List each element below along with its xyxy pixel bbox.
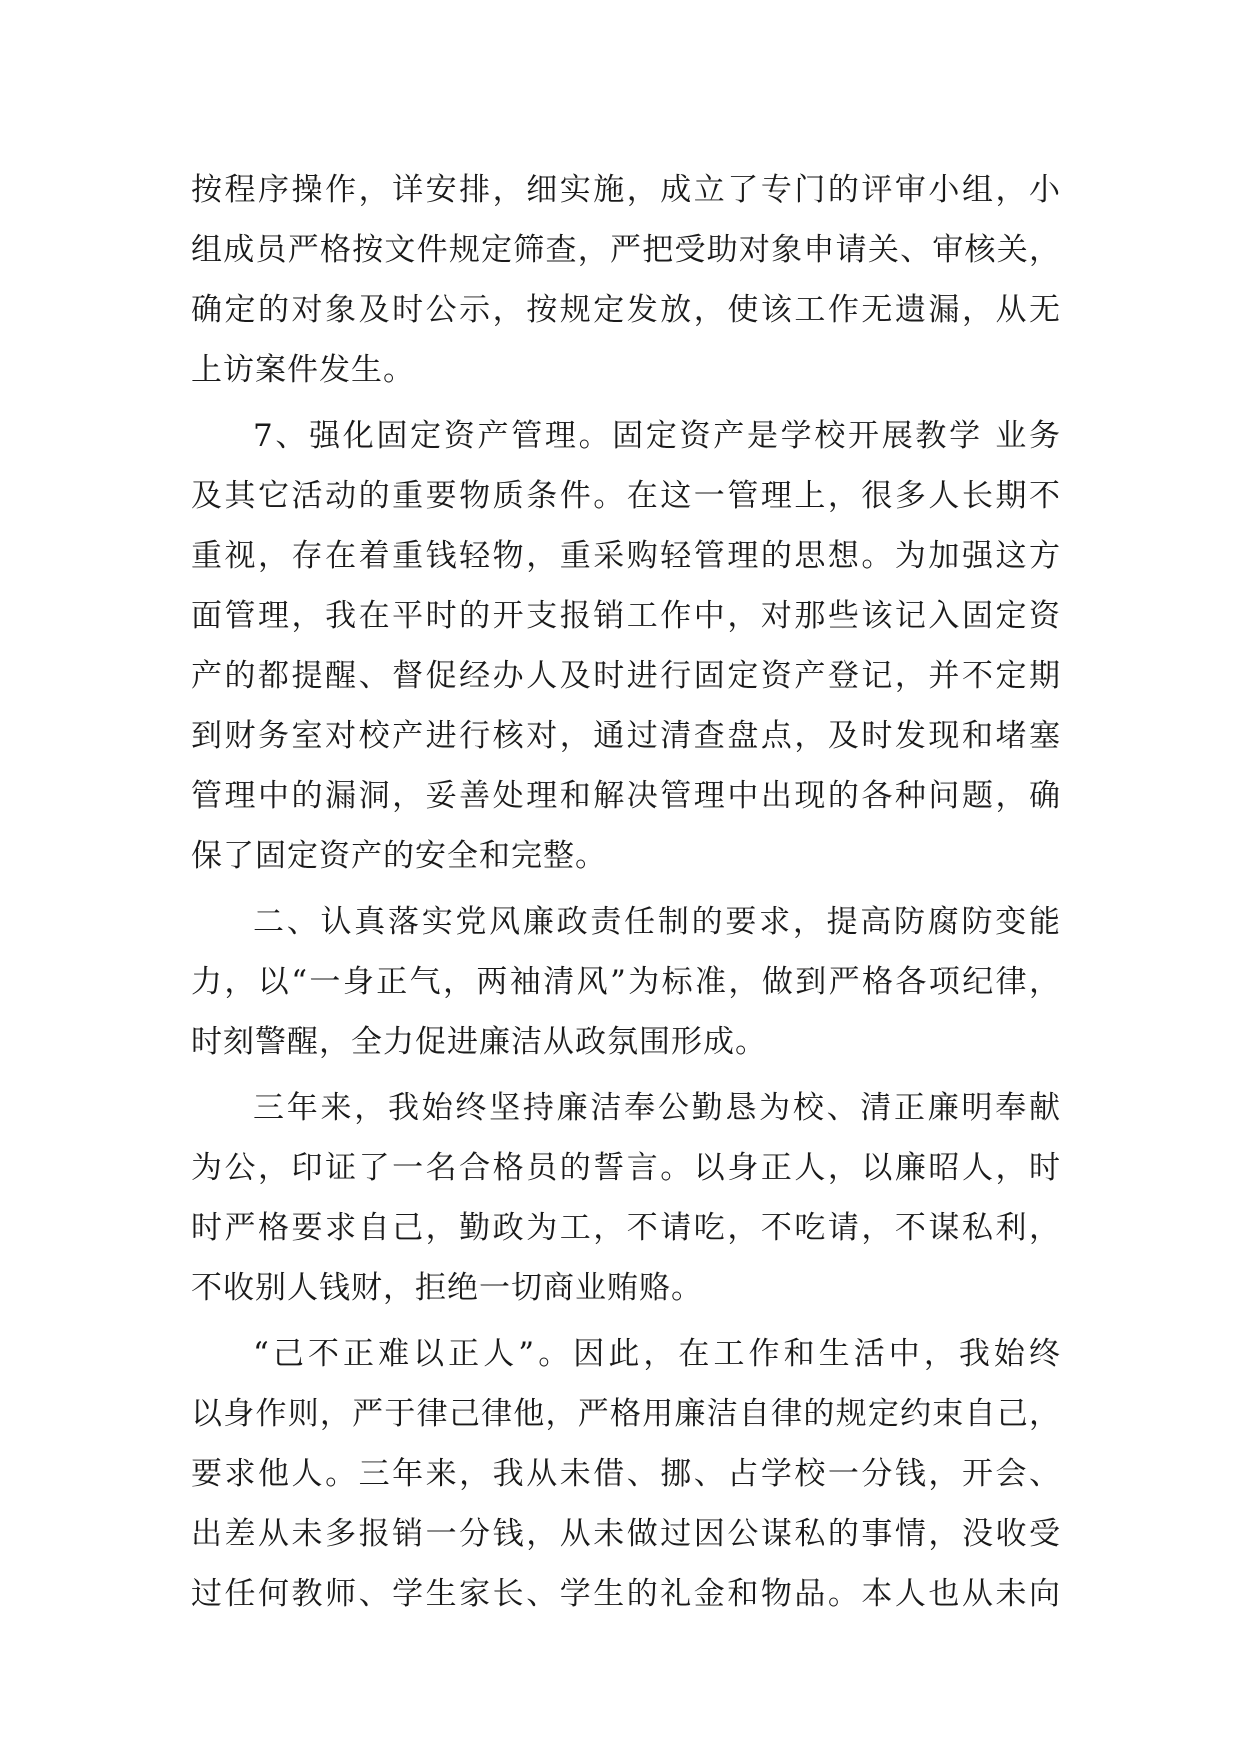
text-line: “己不正难以正人”。因此，在工作和生活中，我始终 — [253, 1336, 1061, 1372]
text-line: 过任何教师、学生家长、学生的礼金和物品。本人也从未向 — [191, 1576, 1061, 1612]
text-line: 管理中的漏洞，妥善处理和解决管理中出现的各种问题，确 — [191, 778, 1061, 814]
paragraph — [191, 1324, 1061, 1624]
text-line: 重视，存在着重钱轻物，重采购轻管理的思想。为加强这方 — [191, 538, 1061, 574]
text-line: 确定的对象及时公示，按规定发放，使该工作无遗漏，从无 — [191, 292, 1061, 328]
text-line: 时刻警醒，全力促进廉洁从政氛围形成。 — [191, 1024, 767, 1060]
paragraph — [191, 892, 1061, 1072]
text-line: 产的都提醒、督促经办人及时进行固定资产登记，并不定期 — [191, 658, 1061, 694]
text-line: 力，以“一身正气，两袖清风”为标准，做到严格各项纪律， — [191, 964, 1061, 1000]
text-line: 为公，印证了一名合格员的誓言。以身正人，以廉昭人，时 — [191, 1150, 1061, 1186]
text-line: 组成员严格按文件规定筛查，严把受助对象申请关、审核关， — [191, 232, 1061, 268]
text-line: 保了固定资产的安全和完整。 — [191, 838, 607, 874]
text-line: 以身作则，严于律己律他，严格用廉洁自律的规定约束自己， — [191, 1396, 1061, 1432]
text-line: 二、认真落实党风廉政责任制的要求，提高防腐防变能 — [253, 904, 1061, 940]
paragraph — [191, 160, 1061, 400]
text-line: 上访案件发生。 — [191, 352, 415, 388]
text-line: 出差从未多报销一分钱，从未做过因公谋私的事情，没收受 — [191, 1516, 1061, 1552]
text-line: 按程序操作，详安排，细实施，成立了专门的评审小组，小 — [191, 172, 1061, 208]
document-body — [191, 160, 1061, 1624]
text-line: 到财务室对校产进行核对，通过清查盘点，及时发现和堵塞 — [191, 718, 1061, 754]
paragraph — [191, 1078, 1061, 1318]
text-line: 及其它活动的重要物质条件。在这一管理上，很多人长期不 — [191, 478, 1061, 514]
text-line: 要求他人。三年来，我从未借、挪、占学校一分钱，开会、 — [191, 1456, 1061, 1492]
text-line: 7、强化固定资产管理。固定资产是学校开展教学 业务 — [253, 418, 1061, 454]
text-line: 不收别人钱财，拒绝一切商业贿赂。 — [191, 1270, 703, 1306]
text-line: 面管理，我在平时的开支报销工作中，对那些该记入固定资 — [191, 598, 1061, 634]
paragraph — [191, 406, 1061, 886]
text-line: 时严格要求自己，勤政为工，不请吃，不吃请，不谋私利， — [191, 1210, 1061, 1246]
text-line: 三年来，我始终坚持廉洁奉公勤恳为校、清正廉明奉献 — [253, 1090, 1061, 1126]
